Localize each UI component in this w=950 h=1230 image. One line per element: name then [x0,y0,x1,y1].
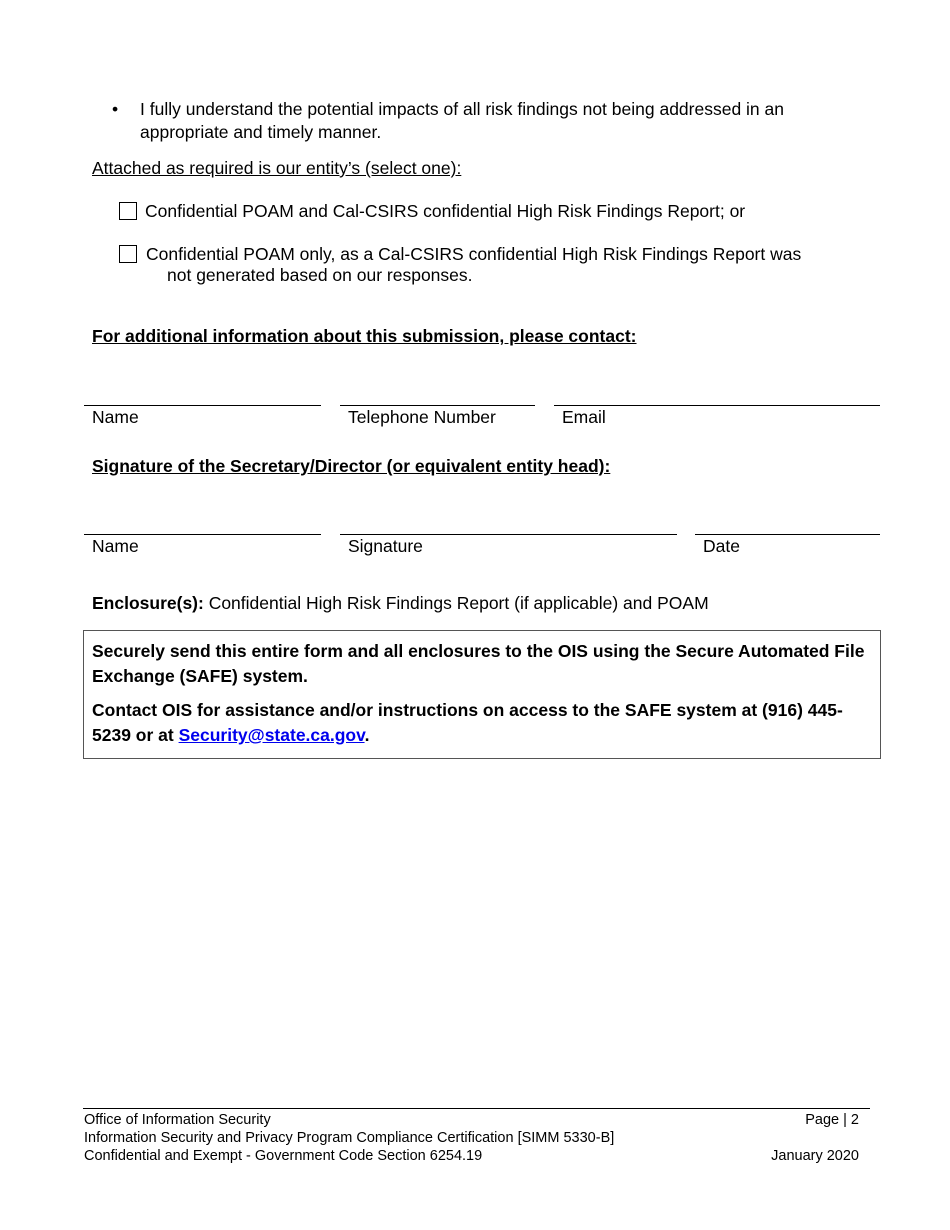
poam-only-checkbox[interactable] [119,245,137,263]
footer-office: Office of Information Security [84,1112,271,1128]
footer-confidentiality: Confidential and Exempt - Government Code Section 6254.19 [84,1148,483,1164]
poam-and-report-checkbox[interactable] [119,202,137,220]
bullet-text: I fully understand the potential impacts of all risk findings not being addressed in an appropriate and timely manner. [140,99,784,142]
contact-email-label: Email [562,407,606,427]
footer-page-number: Page | 2 [805,1112,859,1128]
signer-signature-label: Signature [348,536,423,556]
signer-signature-field[interactable] [340,534,677,535]
contact-name-label: Name [92,407,139,427]
signature-heading: Signature of the Secretary/Director (or equivalent entity head): [92,456,611,476]
notice-send-instruction: Securely send this entire form and all enclosures to the OIS using the Secure Automated File Exchange (SAFE) system. [92,641,865,686]
notice-contact-instruction [92,698,872,748]
option-label: Confidential POAM and Cal-CSIRS confidential High Risk Findings Report; or [145,201,746,221]
bullet-icon: • [112,99,119,119]
enclosures-text: Confidential High Risk Findings Report (if applicable) and POAM [203,593,709,613]
signer-date-label: Date [703,536,740,556]
contact-name-field[interactable] [84,405,321,406]
contact-email-field[interactable] [554,405,880,406]
signer-date-field[interactable] [695,534,880,535]
security-email-link[interactable]: Security@state.ca.gov [178,725,365,745]
footer-date: January 2020 [771,1148,859,1164]
option-label: Confidential POAM only, as a Cal-CSIRS confidential High Risk Findings Report was [146,244,802,264]
footer-document-title: Information Security and Privacy Program Compliance Certification [SIMM 5330-B] [84,1130,615,1146]
enclosures-line [92,593,709,614]
enclosures-label: Enclosure(s): [92,593,204,613]
contact-heading: For additional information about this submission, please contact: [92,326,637,346]
signer-name-field[interactable] [84,534,321,535]
notice-contact-text: Contact OIS for assistance and/or instructions on access to the SAFE system at (916) 445-5239 or at [92,700,843,745]
contact-telephone-field[interactable] [340,405,535,406]
safe-submission-notice [83,630,881,759]
contact-telephone-label: Telephone Number [348,407,496,427]
footer-divider [83,1108,870,1109]
notice-period: . [364,725,370,745]
signer-name-label: Name [92,536,139,556]
option-label-continuation: not generated based on our responses. [167,265,473,285]
attachment-heading: Attached as required is our entity’s (select one): [92,158,462,178]
